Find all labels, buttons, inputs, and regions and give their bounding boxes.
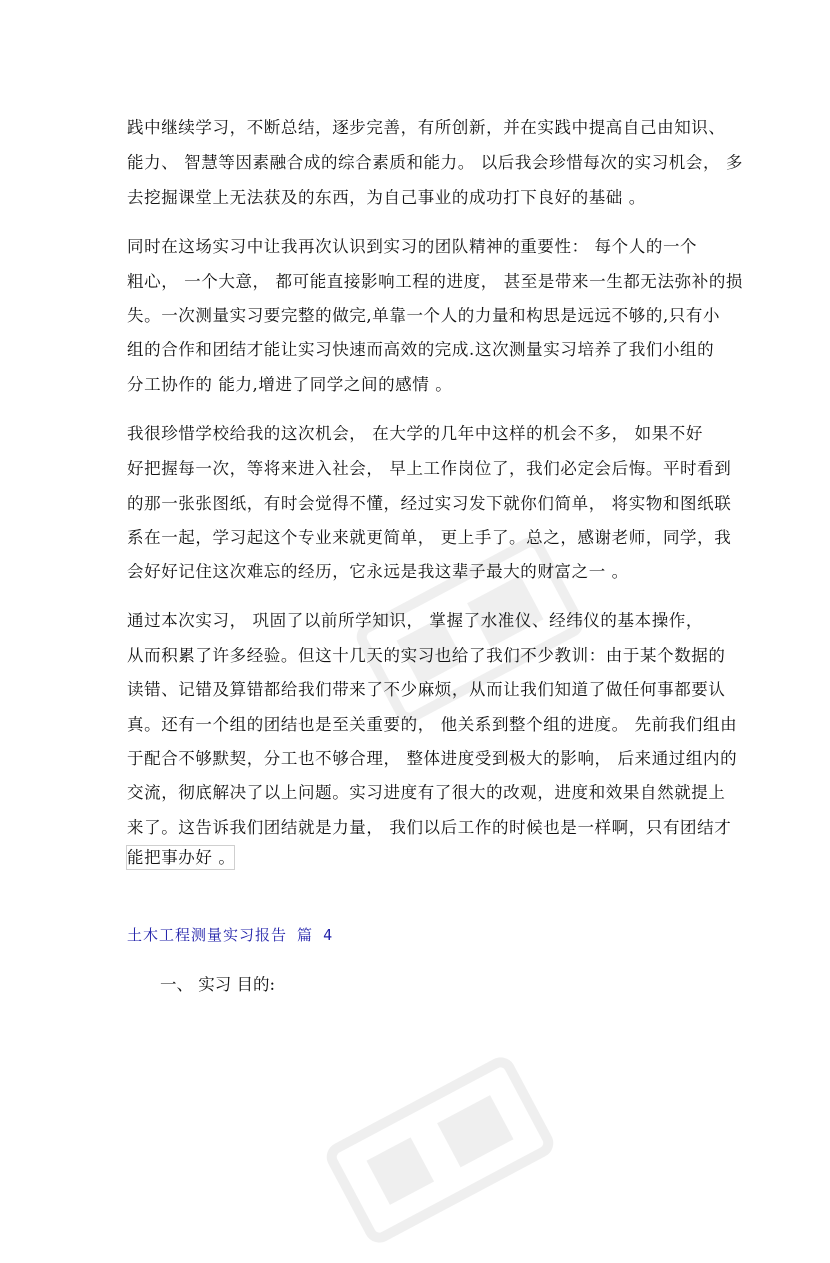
section-heading: 土木工程测量实习报告 篇 4 — [127, 926, 334, 944]
paragraph-2-line: 失。一次测量实习要完整的做完,单靠一个人的力量和构思是远远不够的,只有小 — [127, 306, 721, 325]
paragraph-1-line: 能力、 智慧等因素融合成的综合素质和能力。 以后我会珍惜每次的实习机会， 多 — [127, 153, 744, 172]
paragraph-3-line: 的那一张张图纸，有时会觉得不懂，经过实习发下就你们简单， 将实物和图纸联 — [127, 494, 732, 513]
paragraph-3-line: 会好好记住这次难忘的经历，它永远是我这辈子最大的财富之一 。 — [127, 562, 629, 581]
paragraph-4-line: 通过本次实习， 巩固了以前所学知识， 掌握了水准仪、经纬仪的基本操作， — [127, 611, 703, 630]
paragraph-1-line: 践中继续学习，不断总结，逐步完善，有所创新，并在实践中提高自己由知识、 — [127, 118, 726, 137]
paragraph-4-line: 读错、记错及算错都给我们带来了不少麻烦，从而让我们知道了做任何事都要认 — [127, 680, 726, 699]
section-subheading: 一、 实习 目的: — [160, 975, 276, 994]
paragraph-4-line: 从而积累了许多经验。但这十几天的实习也给了我们不少教训：由于某个数据的 — [127, 646, 726, 665]
paragraph-4-line: 于配合不够默契，分工也不够合理， 整体进度受到极大的影响， 后来通过组内的 — [127, 749, 738, 768]
paragraph-2-line: 粗心， 一个大意， 都可能直接影响工程的进度， 甚至是带来一生都无法弥补的损 — [127, 272, 744, 291]
paragraph-2-line: 分工协作的 能力,增进了同学之间的感情 。 — [127, 375, 453, 394]
paragraph-4-line: 来了。这告诉我们团结就是力量， 我们以后工作的时候也是一样啊，只有团结才 — [127, 818, 732, 837]
paragraph-3-line: 系在一起，学习起这个专业来就更简单， 更上手了。总之，感谢老师，同学，我 — [127, 528, 732, 547]
paragraph-4-line: 交流，彻底解决了以上问题。实习进度有了很大的改观，进度和效果自然就提上 — [127, 783, 726, 802]
paragraph-4-line: 能把事办好 。 — [127, 848, 236, 867]
paragraph-4-line: 真。还有一个组的团结也是至关重要的， 他关系到整个组的进度。 先前我们组由 — [127, 715, 738, 734]
paragraph-1-line: 去挖掘课堂上无法获及的东西，为自己事业的成功打下良好的基础 。 — [127, 188, 646, 207]
paragraph-3-line: 我很珍惜学校给我的这次机会， 在大学的几年中这样的机会不多， 如果不好 — [127, 424, 703, 443]
paragraph-3-line: 好把握每一次，等将来进入社会， 早上工作岗位了，我们必定会后悔。平时看到 — [127, 459, 732, 478]
paragraph-2-line: 同时在这场实习中让我再次认识到实习的团队精神的重要性： 每个人的一个 — [127, 237, 698, 256]
paragraph-2-line: 组的合作和团结才能让实习快速而高效的完成.这次测量实习培养了我们小组的 — [127, 340, 715, 359]
watermark-stamp-icon — [310, 1037, 570, 1263]
